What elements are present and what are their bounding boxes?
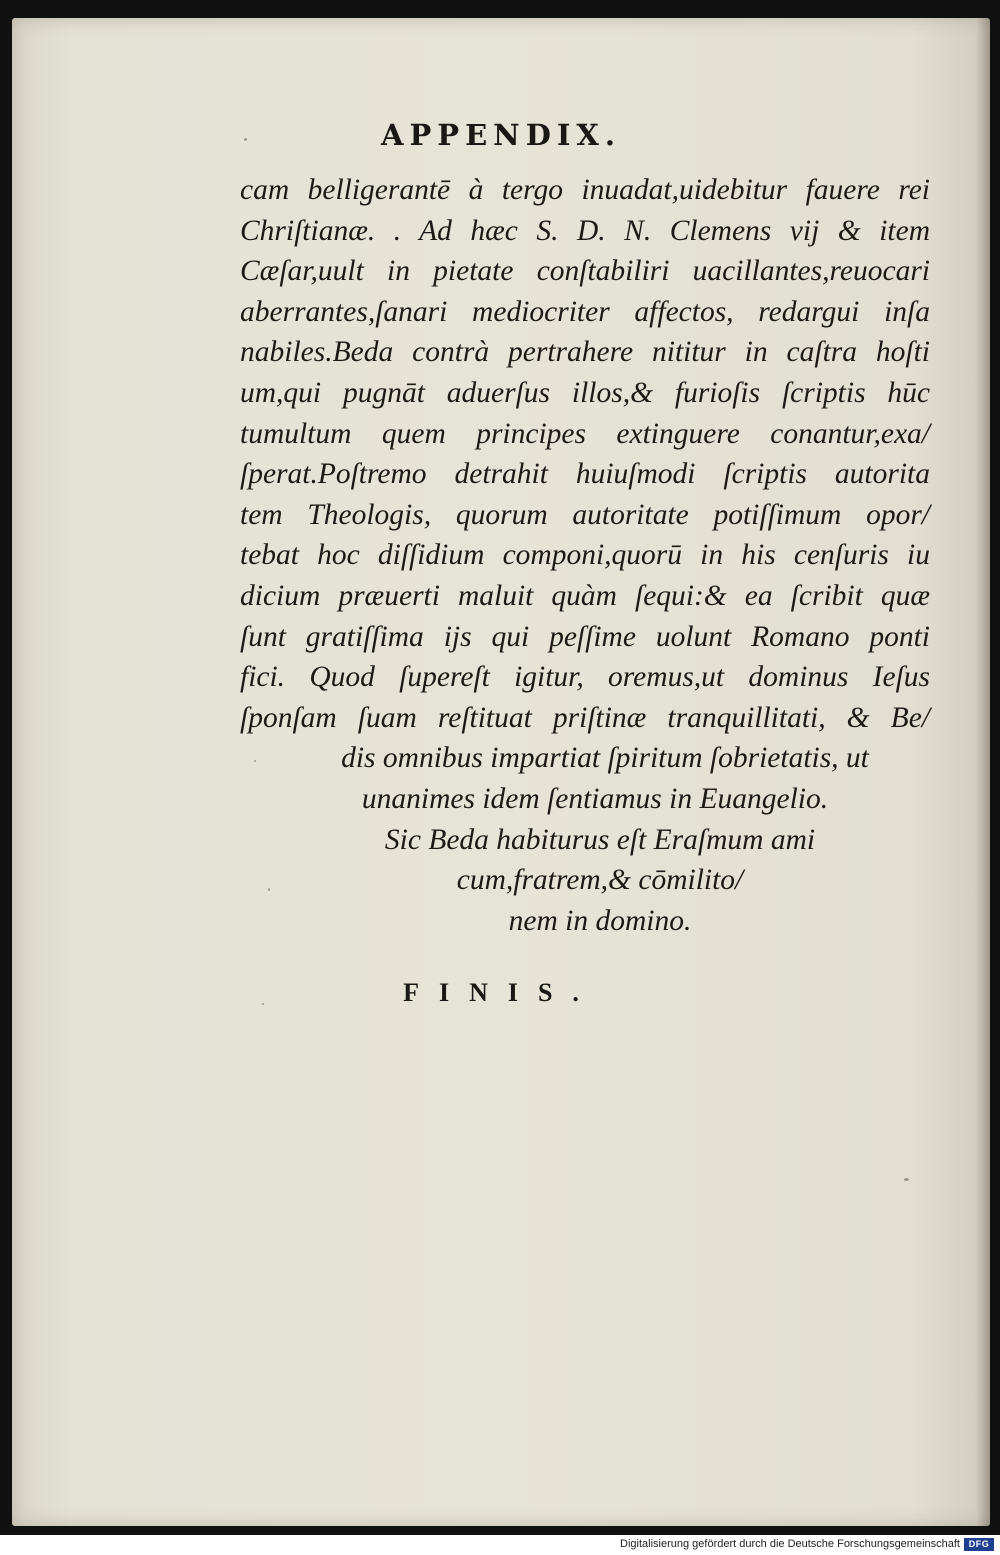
- text-line: dicium præuerti maluit quàm ſequi:& ea ſcribit quæ: [240, 579, 930, 612]
- text-line: tem Theologis, quorum autoritate potiſſimum opor/: [240, 498, 930, 531]
- dfg-logo: DFG: [964, 1538, 994, 1551]
- text-line: ſponſam ſuam reſtituat priſtinæ tranquillitati, & Be/: [240, 701, 930, 734]
- text-line: tumultum quem principes extinguere conantur,exa/: [240, 417, 930, 450]
- text-line: aberrantes,ſanari mediocriter affectos, redargui inſa: [240, 295, 930, 328]
- closing-line: nem in domino.: [508, 904, 692, 937]
- digitization-credit: Digitalisierung gefördert durch die Deutsche Forschungsgemeinschaft: [620, 1538, 960, 1550]
- closing-line: cum,fratrem,& cōmilito/: [456, 864, 744, 897]
- running-head: APPENDIX.: [380, 118, 622, 152]
- closing-line: Sic Beda habiturus eſt Eraſmum ami: [384, 823, 816, 856]
- closing-line: dis omnibus impartiat ſpiritum ſobrietatis, ut: [341, 742, 869, 775]
- paper-speck: [268, 888, 270, 891]
- footer-bar: [0, 1535, 1000, 1555]
- paper-speck: [254, 760, 256, 762]
- body-text: [240, 170, 930, 941]
- text-line: tebat hoc diſſidium componi,quorū in his cenſuris iu: [240, 539, 930, 572]
- text-line: um,qui pugnāt aduerſus illos,& furioſis ſcriptis hūc: [240, 376, 930, 409]
- finis-mark: FINIS.: [403, 978, 599, 1007]
- text-line: Cæſar,uult in pietate conſtabiliri uacillantes,reuocari: [240, 255, 930, 288]
- text-line: fici. Quod ſupereſt igitur, oremus,ut dominus Ieſus: [240, 661, 930, 694]
- paper-speck: [244, 138, 247, 141]
- text-line: ſunt gratiſſima ijs qui peſſime uolunt Romano ponti: [240, 620, 930, 653]
- text-line: cam belligerantē à tergo inuadat,uidebitur fauere rei: [240, 174, 930, 206]
- paper-speck: [904, 1178, 909, 1181]
- page-edge-shadow: [976, 18, 990, 1526]
- text-line: ſperat.Poſtremo detrahit huiuſmodi ſcriptis autorita: [240, 458, 930, 491]
- book-page: [12, 18, 990, 1526]
- closing-line: unanimes idem ſentiamus in Euangelio.: [361, 782, 829, 815]
- text-line: nabiles.Beda contrà pertrahere nititur in caſtra hoſti: [240, 336, 930, 369]
- paper-speck: [262, 1003, 264, 1005]
- text-line: Chriſtianæ. . Ad hæc S. D. N. Clemens vij & item: [240, 214, 930, 247]
